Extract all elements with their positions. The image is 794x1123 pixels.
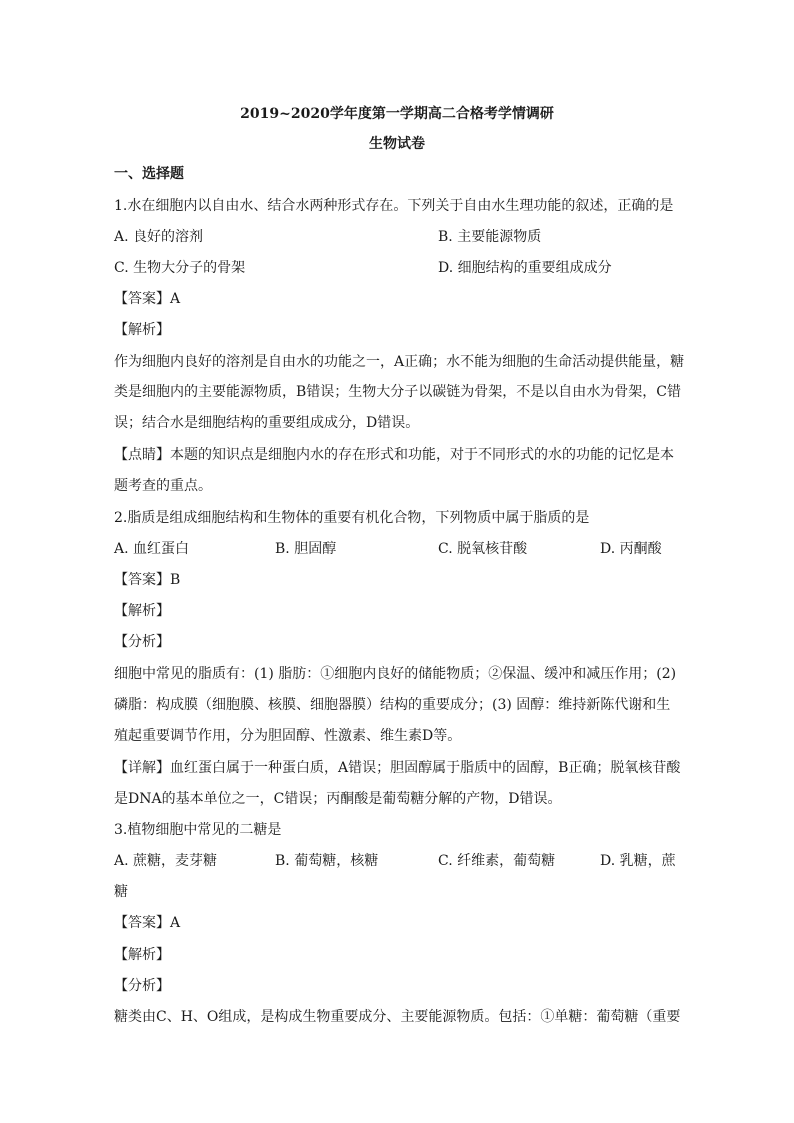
q2-option-d: D. 丙酮酸 xyxy=(600,541,662,557)
q1-option-a: A. 良好的溶剂 xyxy=(114,229,204,245)
q1-analysis-line: 作为细胞内良好的溶剂是自由水的功能之一，A正确；水不能为细胞的生命活动提供能量，糖 xyxy=(114,354,685,370)
q1-analysis-label: 【解析】 xyxy=(114,322,170,338)
exam-title: 2019~2020学年度第一学期高二合格考学情调研 xyxy=(240,106,554,122)
q2-detail-line: 【详解】血红蛋白属于一种蛋白质，A错误；胆固醇属于脂质中的固醇，B正确；脱氧核苷酸 xyxy=(114,760,681,776)
q1-answer: 【答案】A xyxy=(114,291,181,307)
q1-option-b: B. 主要能源物质 xyxy=(438,229,542,245)
q1-option-d: D. 细胞结构的重要组成成分 xyxy=(438,260,612,276)
q1-option-c: C. 生物大分子的骨架 xyxy=(114,260,246,276)
q2-fenxi-label: 【分析】 xyxy=(114,634,170,650)
q2-fenxi-line: 细胞中常见的脂质有：(1) 脂肪：①细胞内良好的储能物质；②保温、缓冲和减压作用；(2) xyxy=(114,666,677,682)
q1-analysis-line: 误；结合水是细胞结构的重要组成成分，D错误。 xyxy=(114,415,420,431)
q3-option-wrap: 糖 xyxy=(114,884,128,900)
q2-detail-line: 是DNA的基本单位之一，C错误；丙酮酸是葡萄糖分解的产物，D错误。 xyxy=(114,791,562,807)
q2-option-c: C. 脱氧核苷酸 xyxy=(438,541,528,557)
q2-option-b: B. 胆固醇 xyxy=(275,541,337,557)
q1-note-line: 【点睛】本题的知识点是细胞内水的存在形式和功能，对于不同形式的水的功能的记忆是本 xyxy=(114,447,674,463)
q1-analysis-line: 类是细胞内的主要能源物质，B错误；生物大分子以碳链为骨架，不是以自由水为骨架，C错 xyxy=(114,384,681,400)
q3-answer: 【答案】A xyxy=(114,915,181,931)
q3-option-d: D. 乳糖，蔗 xyxy=(600,853,676,869)
q2-option-a: A. 血红蛋白 xyxy=(114,541,190,557)
q3-option-b: B. 葡萄糖，核糖 xyxy=(275,853,379,869)
q2-stem: 2.脂质是组成细胞结构和生物体的重要有机化合物，下列物质中属于脂质的是 xyxy=(114,510,590,526)
q3-option-a: A. 蔗糖，麦芽糖 xyxy=(114,853,218,869)
q2-analysis-label: 【解析】 xyxy=(114,603,170,619)
q2-answer: 【答案】B xyxy=(114,572,181,588)
q3-analysis-label: 【解析】 xyxy=(114,947,170,963)
q2-fenxi-line: 殖起重要调节作用，分为胆固醇、性激素、维生素D等。 xyxy=(114,728,462,744)
q3-fenxi-label: 【分析】 xyxy=(114,978,170,994)
q2-fenxi-line: 磷脂：构成膜（细胞膜、核膜、细胞器膜）结构的重要成分；(3) 固醇：维持新陈代谢和生 xyxy=(114,697,671,713)
section-heading: 一、选择题 xyxy=(114,166,184,182)
q1-stem: 1.水在细胞内以自由水、结合水两种形式存在。下列关于自由水生理功能的叙述，正确的是 xyxy=(114,198,674,214)
q1-note-line: 题考查的重点。 xyxy=(114,478,212,494)
q3-fenxi-line: 糖类由C、H、O组成，是构成生物重要成分、主要能源物质。包括：①单糖：葡萄糖（重要 xyxy=(114,1009,681,1025)
q3-stem: 3.植物细胞中常见的二糖是 xyxy=(114,822,282,838)
q3-option-c: C. 纤维素，葡萄糖 xyxy=(438,853,556,869)
exam-subtitle: 生物试卷 xyxy=(369,136,425,152)
